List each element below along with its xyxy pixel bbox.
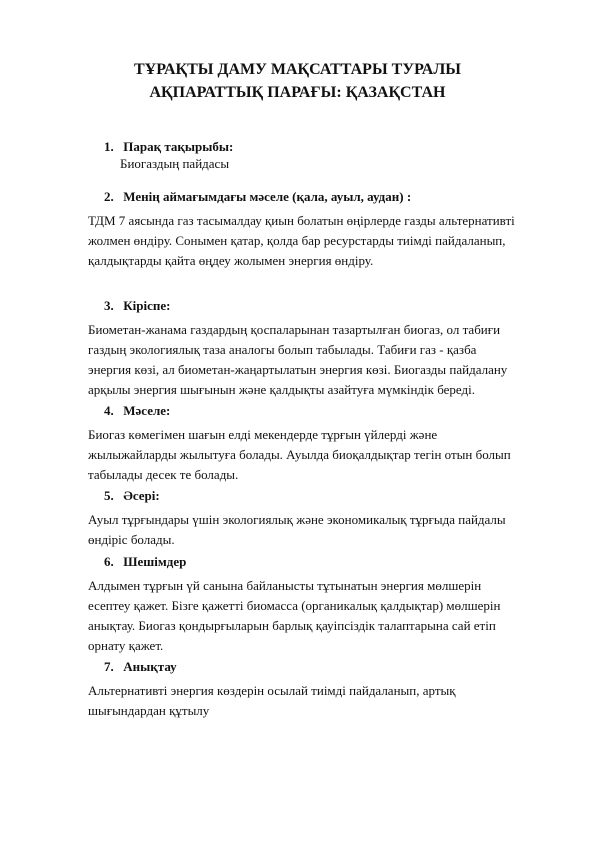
section-number: 4. xyxy=(104,403,114,418)
section-2-body xyxy=(88,211,558,271)
section-5-body xyxy=(88,510,558,550)
section-title: Кіріспе: xyxy=(123,298,171,313)
section-title: Әсері: xyxy=(123,488,160,503)
section-4-heading xyxy=(104,402,170,419)
body-line: Алдымен тұрғын үй санына байланысты тұтынатын энергия мөлшерін xyxy=(88,578,482,593)
section-7-body xyxy=(88,681,558,721)
section-1-topic: Биогаздың пайдасы xyxy=(120,156,230,171)
body-line: Альтернативті энергия көздерін осылай тиімді пайдаланып, артық xyxy=(88,683,456,698)
section-6-body xyxy=(88,576,558,656)
section-number: 3. xyxy=(104,298,114,313)
section-7-heading xyxy=(104,658,177,675)
section-3-body xyxy=(88,320,558,400)
body-line: жолмен өндіру. Сонымен қатар, қолда бар ресурстарды тиімді пайдаланып, xyxy=(88,233,506,248)
body-line: табылады десек те болады. xyxy=(88,467,239,482)
body-line: Биогаз көмегімен шағын елді мекендерде тұрғын үйлерді және xyxy=(88,427,438,442)
section-number: 6. xyxy=(104,554,114,569)
section-number: 7. xyxy=(104,659,114,674)
body-line: есептеу қажет. Бізге қажетті биомасса (органикалық қалдықтар) мөлшерін xyxy=(88,598,501,613)
section-1-heading xyxy=(104,138,233,155)
section-title: Анықтау xyxy=(123,659,177,674)
body-line: газдың экологиялық таза аналогы болып табылады. Табиғи газ - қазба xyxy=(88,342,477,357)
title-line-1: ТҰРАҚТЫ ДАМУ МАҚСАТТАРЫ ТУРАЛЫ xyxy=(134,61,461,78)
section-number: 5. xyxy=(104,488,114,503)
body-line: анықтау. Биогаз қондырғыларын барлық қауіпсіздік талаптарына сай етіп xyxy=(88,618,496,633)
body-line: өндіріс болады. xyxy=(88,532,175,547)
section-title: Менің аймағымдағы мәселе (қала, ауыл, аудан) : xyxy=(123,189,412,204)
section-6-heading xyxy=(104,553,186,570)
section-title: Мәселе: xyxy=(123,403,171,418)
body-line: орнату қажет. xyxy=(88,638,164,653)
body-line: энергия көзі, ал биометан-жаңартылатын энергия көзі. Биогазды пайдалану xyxy=(88,362,508,377)
section-title: Шешімдер xyxy=(123,554,187,569)
section-title: Парақ тақырыбы: xyxy=(123,139,234,154)
body-line: арқылы энергия шығынын және қалдықты азайтуға мүмкіндік береді. xyxy=(88,382,475,397)
section-5-heading xyxy=(104,487,160,504)
body-line: Биометан-жанама газдардың қоспаларынан тазартылған биогаз, ол табиғи xyxy=(88,322,501,337)
body-line: шығындардан құтылу xyxy=(88,703,210,718)
title-line-2: АҚПАРАТТЫҚ ПАРАҒЫ: ҚАЗАҚСТАН xyxy=(149,84,446,101)
section-3-heading xyxy=(104,297,171,314)
body-line: қалдықтарды қайта өңдеу жолымен энергия өндіру. xyxy=(88,253,374,268)
section-4-body xyxy=(88,425,558,485)
body-line: Ауыл тұрғындары үшін экологиялық және экономикалық тұрғыда пайдалы xyxy=(88,512,506,527)
section-number: 2. xyxy=(104,189,114,204)
section-number: 1. xyxy=(104,139,114,154)
document-title xyxy=(60,58,535,104)
body-line: жылыжайларды жылытуға болады. Ауылда биоқалдықтар тегін отын болып xyxy=(88,447,511,462)
section-2-heading xyxy=(104,188,411,205)
body-line: ТДМ 7 аясында газ тасымалдау қиын болатын өңірлерде газды альтернативті xyxy=(88,213,515,228)
